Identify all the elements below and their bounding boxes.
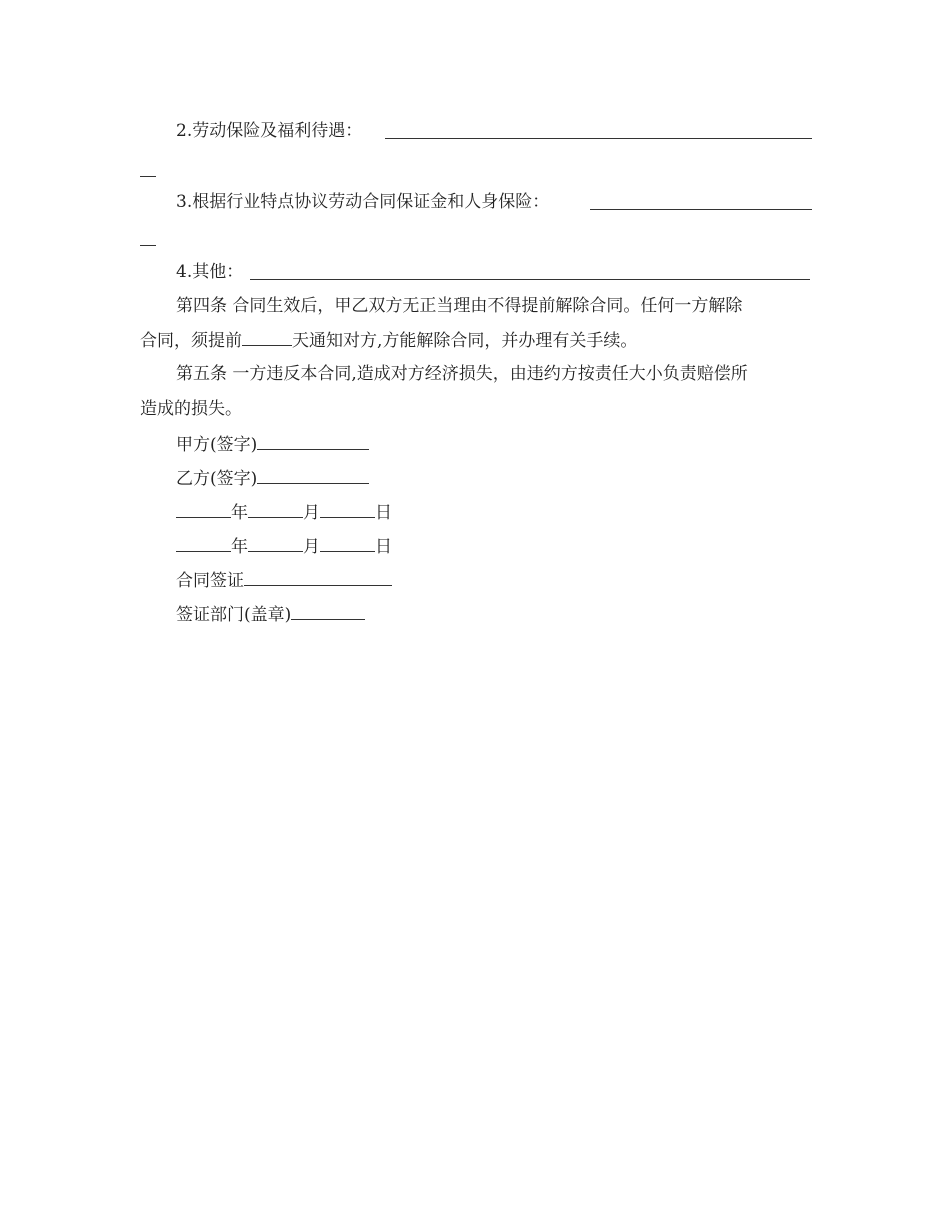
day-label: 日 (375, 503, 392, 523)
party-a-label: 甲方(签字) (176, 435, 258, 455)
party-b-blank (257, 467, 369, 484)
month-label: 月 (303, 503, 320, 523)
article4-line2-a: 合同，须提前 (140, 331, 242, 351)
item3-label: 3.根据行业特点协议劳动合同保证金和人身保险： (176, 192, 550, 212)
cert-dept-label: 签证部门(盖章) (176, 605, 292, 625)
item2-label: 2.劳动保险及福利待遇： (176, 121, 363, 141)
month-label: 月 (303, 537, 320, 557)
month-blank (248, 501, 303, 518)
item3-blank-continued (140, 245, 156, 246)
item4-blank (250, 279, 810, 280)
certification-department (176, 603, 365, 626)
party-b-label: 乙方(签字) (176, 469, 258, 489)
year-blank (176, 535, 231, 552)
article4-line2 (140, 329, 637, 352)
contract-cert-label: 合同签证 (176, 571, 244, 591)
year-blank (176, 501, 231, 518)
party-b-signature (176, 467, 369, 490)
item2-blank-continued (140, 176, 156, 177)
notice-days-blank (242, 329, 292, 346)
year-label: 年 (231, 503, 248, 523)
party-a-signature (176, 433, 369, 456)
cert-dept-blank (291, 603, 365, 620)
article4-line2-b: 天通知对方,方能解除合同，并办理有关手续。 (292, 331, 638, 351)
day-blank (320, 535, 375, 552)
article4-line1: 第四条 合同生效后，甲乙双方无正当理由不得提前解除合同。任何一方解除 (176, 296, 743, 316)
contract-certification (176, 569, 392, 592)
date-line-1 (176, 501, 392, 524)
day-blank (320, 501, 375, 518)
year-label: 年 (231, 537, 248, 557)
article5-line1: 第五条 一方违反本合同,造成对方经济损失，由违约方按责任大小负责赔偿所 (176, 364, 748, 384)
item3-blank (590, 209, 812, 210)
day-label: 日 (375, 537, 392, 557)
contract-cert-blank (244, 569, 392, 586)
item4-label: 4.其他： (176, 262, 244, 282)
month-blank (248, 535, 303, 552)
item2-blank (385, 138, 812, 139)
article5-line2: 造成的损失。 (140, 399, 242, 419)
date-line-2 (176, 535, 392, 558)
party-a-blank (257, 433, 369, 450)
